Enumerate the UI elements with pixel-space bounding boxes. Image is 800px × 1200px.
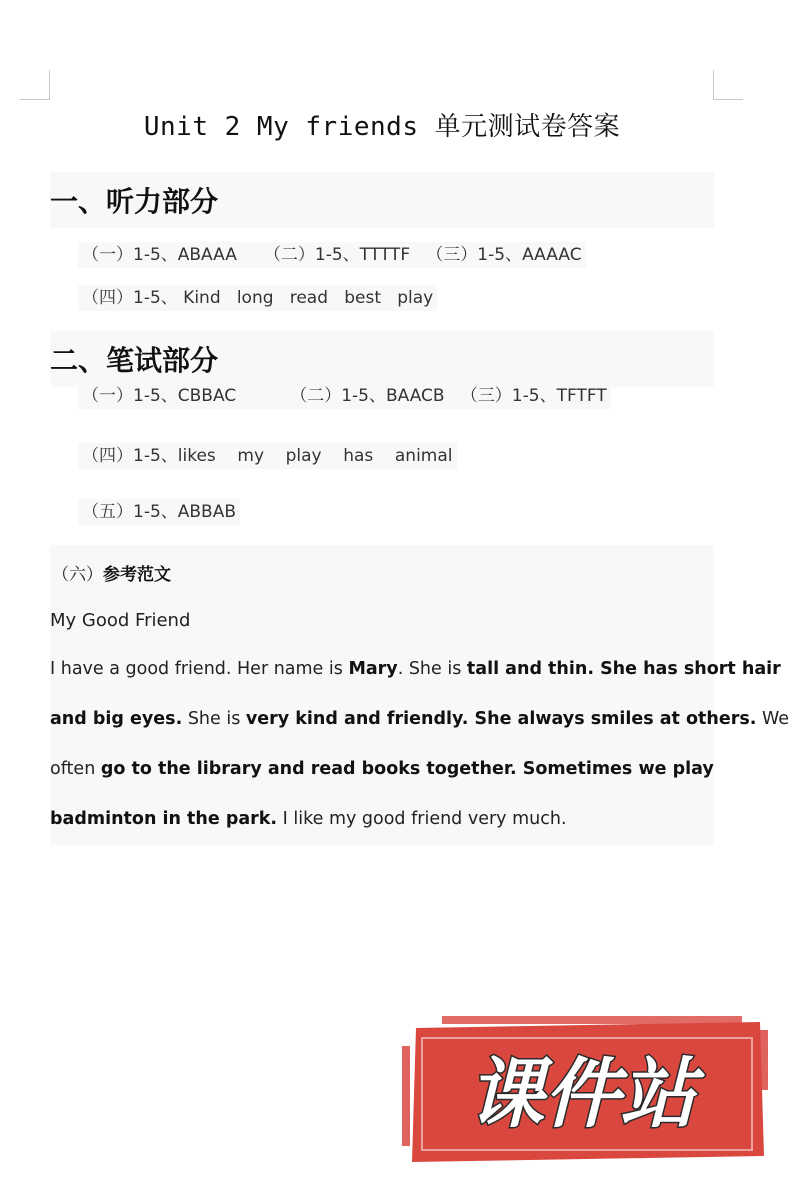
essay-box [50,545,714,845]
essay-title: My Good Friend [50,610,191,631]
essay-line: often go to the library and read books together. Sometimes we play [50,759,714,779]
page-corner-mark [49,70,50,100]
stamp-edge [402,1046,410,1146]
section-heading-written: 二、笔试部分 [50,344,219,377]
page-corner-mark [20,99,50,100]
essay-line: badminton in the park. I like my good friend very much. [50,809,567,829]
answer-line: （五）1-5、ABBAB [78,499,240,525]
stamp-edge [756,1030,768,1090]
section-heading-listening: 一、听力部分 [50,185,219,218]
answer-line: （一）1-5、CBBAC （二）1-5、BAACB （三）1-5、TFTFT [78,383,611,409]
answer-line: （一）1-5、ABAAA （二）1-5、TTTTF （三）1-5、AAAAC [78,242,586,268]
page-corner-mark [713,99,743,100]
answer-line: （四）1-5、likes my play has animal [78,443,457,469]
stamp-text: 课件站 [468,1049,696,1138]
watermark-stamp [402,1016,768,1166]
essay-line: and big eyes. She is very kind and friendly. She always smiles at others. We [50,709,790,729]
page-corner-mark [713,70,714,100]
document-title: Unit 2 My friends 单元测试卷答案 [143,112,621,142]
essay-line: I have a good friend. Her name is Mary. She is tall and thin. She has short hair [50,659,781,679]
essay-heading: （六）参考范文 [52,565,171,585]
stamp-edge [442,1016,742,1024]
answer-line: （四）1-5、 Kind long read best play [78,285,437,311]
